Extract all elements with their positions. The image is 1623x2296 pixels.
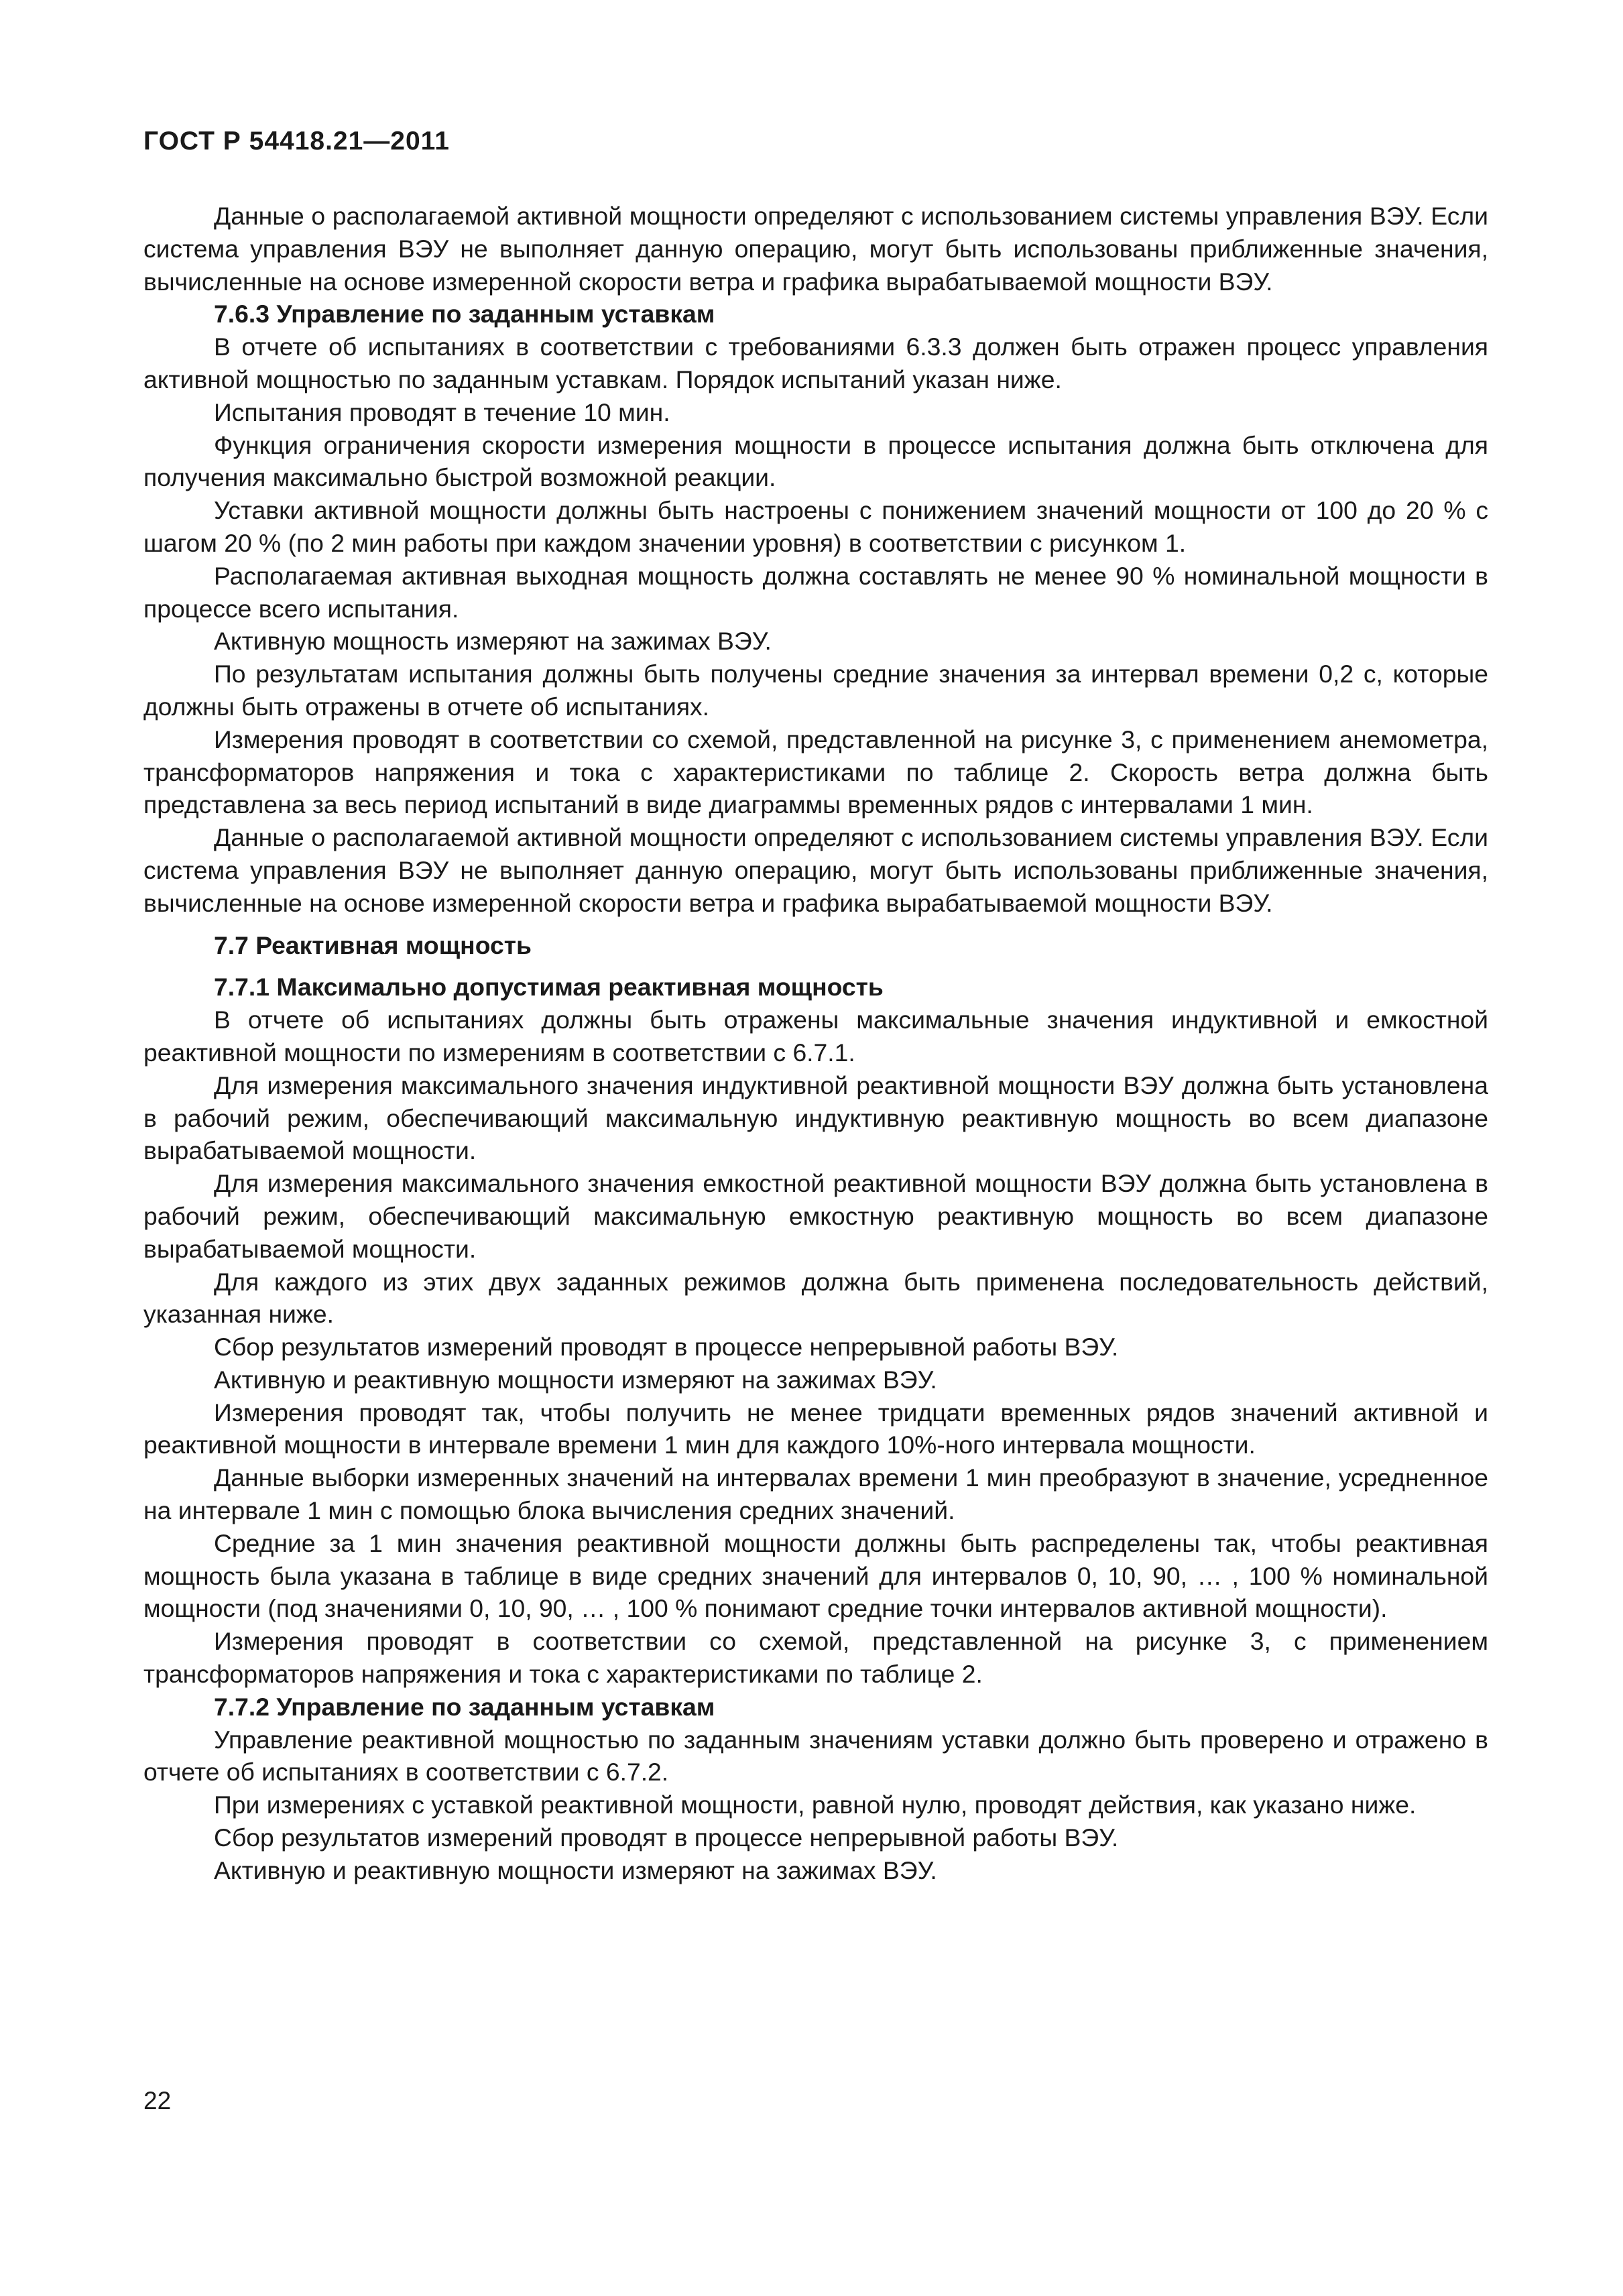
standard-code-header: ГОСТ Р 54418.21—2011 (143, 127, 450, 156)
paragraph: По результатам испытания должны быть получены средние значения за интервал времени 0,2 с, которые должны быть отражены в отчете об испытаниях. (143, 660, 1488, 721)
paragraph: Для каждого из этих двух заданных режимов должна быть применена последовательность действий, указанная ниже. (143, 1267, 1488, 1329)
page-number: 22 (143, 2087, 172, 2114)
paragraph: Измерения проводят в соответствии со схемой, представленной на рисунке 3, с применением трансформаторов напряжения и тока с характеристиками по таблице 2. (143, 1627, 1488, 1689)
paragraph: При измерениях с уставкой реактивной мощности, равной нулю, проводят действия, как указано ниже. (214, 1791, 1417, 1819)
paragraph: В отчете об испытаниях должны быть отражены максимальные значения индуктивной и емкостной реактивной мощности по измерениям в соответствии с 6.7.1. (143, 1006, 1488, 1067)
paragraph: Для измерения максимального значения емкостной реактивной мощности ВЭУ должна быть установлена в рабочий режим, обеспечивающий максимальную емкостную реактивную мощность во всем диапазоне вырабатываемой мощности. (143, 1169, 1488, 1263)
paragraph: Активную и реактивную мощности измеряют на зажимах ВЭУ. (214, 1856, 937, 1884)
paragraph: Располагаемая активная выходная мощность должна составлять не менее 90 % номинальной мощности в процессе всего испытания. (143, 561, 1488, 623)
paragraph: Сбор результатов измерений проводят в процессе непрерывной работы ВЭУ. (214, 1333, 1119, 1362)
paragraph: Активную и реактивную мощности измеряют на зажимах ВЭУ. (214, 1365, 937, 1394)
paragraph: Средние за 1 мин значения реактивной мощности должны быть распределены так, чтобы реактивная мощность была указана в таблице в виде средних значений для интервалов 0, 10, 90, … , 100 % номинальной мощности (под значениями 0, 10, 90, … , 100 % понимают средние точки интервалов активной мощности). (143, 1528, 1488, 1623)
paragraph: Данные выборки измеренных значений на интервалах времени 1 мин преобразуют в значение, усредненное на интервале 1 мин с помощью блока вычисления средних значений. (143, 1463, 1488, 1525)
paragraph: Испытания проводят в течение 10 мин. (214, 398, 670, 426)
paragraph: Данные о располагаемой активной мощности определяют с использованием системы управления ВЭУ. Если система управления ВЭУ не выполняет данную операцию, могут быть использованы приближенные значения, вычисленные на основе измеренной скорости ветра и графика вырабатываемой мощности ВЭУ. (143, 202, 1488, 296)
section-heading: 7.6.3 Управление по заданным уставкам (214, 300, 715, 328)
paragraph: Функция ограничения скорости измерения мощности в процессе испытания должна быть отключена для получения максимально быстрой возможной реакции. (143, 430, 1488, 492)
subsection-heading: 7.7.1 Максимально допустимая реактивная мощность (214, 973, 884, 1002)
paragraph: Для измерения максимального значения индуктивной реактивной мощности ВЭУ должна быть установлена в рабочий режим, обеспечивающий максимальную индуктивную реактивную мощность во всем диапазоне вырабатываемой мощности. (143, 1071, 1488, 1165)
paragraph: В отчете об испытаниях в соответствии с требованиями 6.3.3 должен быть отражен процесс управления активной мощностью по заданным уставкам. Порядок испытаний указан ниже. (143, 333, 1488, 394)
paragraph: Управление реактивной мощностью по заданным значениям уставки должно быть проверено и отражено в отчете об испытаниях в соответствии с 6.7.2. (143, 1725, 1488, 1787)
paragraph: Активную мощность измеряют на зажимах ВЭУ. (214, 627, 772, 656)
subsection-heading: 7.7.2 Управление по заданным уставкам (214, 1692, 715, 1721)
document-body (143, 200, 1488, 1887)
paragraph: Сбор результатов измерений проводят в процессе непрерывной работы ВЭУ. (214, 1823, 1119, 1852)
paragraph: Измерения проводят так, чтобы получить не менее тридцати временных рядов значений активной и реактивной мощности в интервале времени 1 мин для каждого 10%-ного интервала мощности. (143, 1398, 1488, 1459)
section-heading: 7.7 Реактивная мощность (214, 930, 532, 959)
paragraph: Измерения проводят в соответствии со схемой, представленной на рисунке 3, с применением анемометра, трансформаторов напряжения и тока с характеристиками по таблице 2. Скорость ветра должна быть представлена за весь период испытаний в виде диаграммы временных рядов с интервалами 1 мин. (143, 725, 1488, 819)
paragraph: Уставки активной мощности должны быть настроены с понижением значений мощности от 100 до 20 % с шагом 20 % (по 2 мин работы при каждом значении уровня) в соответствии с рисунком 1. (143, 496, 1488, 557)
paragraph: Данные о располагаемой активной мощности определяют с использованием системы управления ВЭУ. Если система управления ВЭУ не выполняет данную операцию, могут быть использованы приближенные значения, вычисленные на основе измеренной скорости ветра и графика вырабатываемой мощности ВЭУ. (143, 823, 1488, 917)
